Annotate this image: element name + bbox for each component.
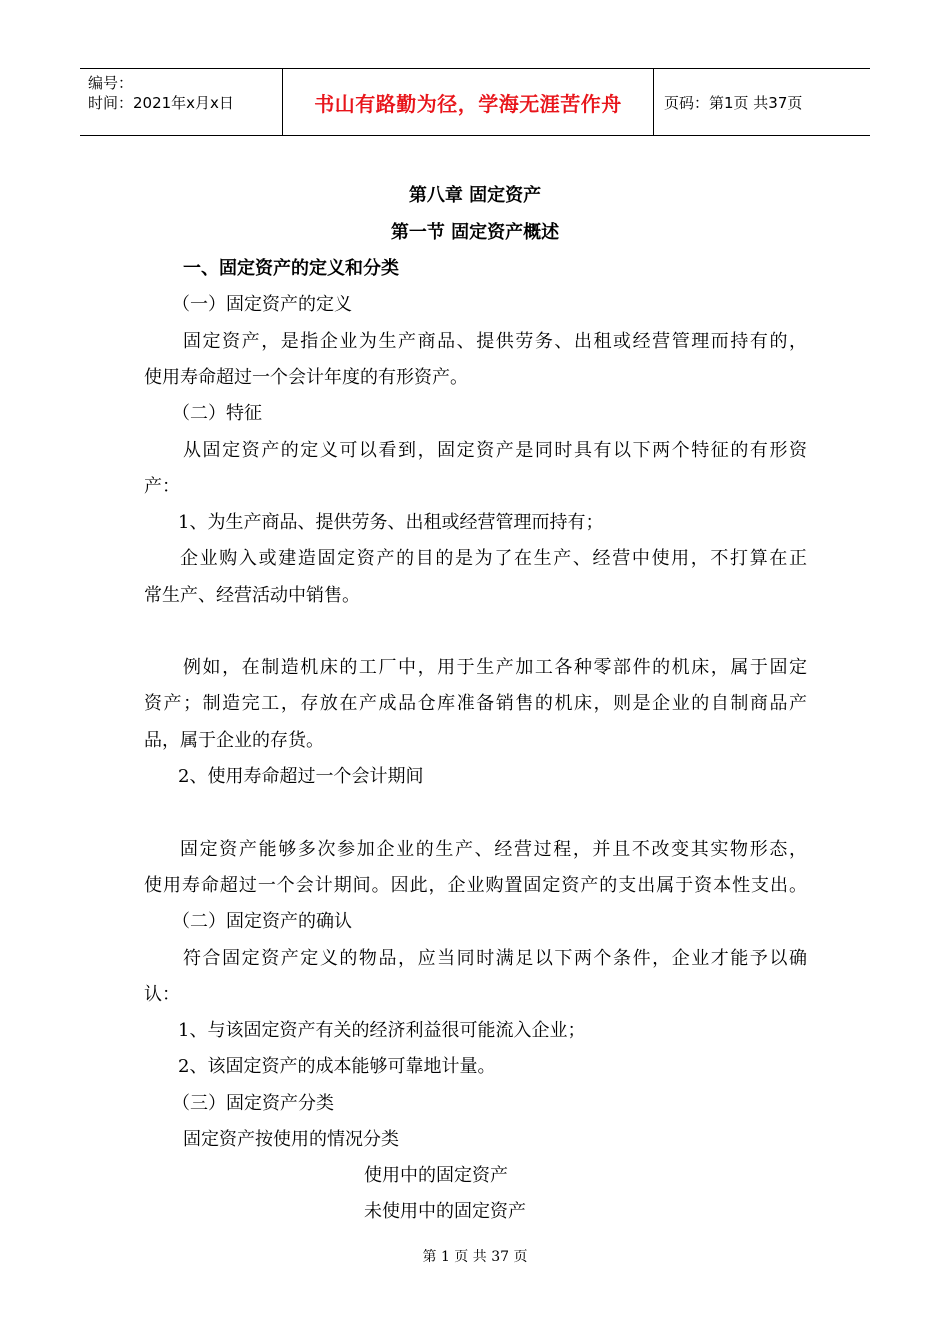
paragraph-line: 从固定资产的定义可以看到，固定资产是同时具有以下两个特征的有形资: [183, 440, 807, 461]
header-page-cell: [654, 69, 870, 135]
paragraph-line: 例如，在制造机床的工厂中，用于生产加工各种零部件的机床，属于固定: [183, 657, 807, 678]
document-time-label: 时间：2021年x月x日: [88, 94, 234, 112]
paragraph-line: 企业购入或建造固定资产的目的是为了在生产、经营中使用，不打算在正: [180, 548, 807, 569]
paragraph-line: 资产；制造完工，存放在产成品仓库准备销售的机床，则是企业的自制商品产: [144, 693, 807, 714]
header-motto-cell: [282, 69, 654, 135]
list-item: 2、该固定资产的成本能够可靠地计量。: [178, 1056, 496, 1077]
paragraph-line: 常生产、经营活动中销售。: [144, 585, 360, 606]
paragraph-line: 固定资产，是指企业为生产商品、提供劳务、出租或经营管理而持有的，: [183, 331, 807, 352]
heading-definition-classification: 一、固定资产的定义和分类: [183, 258, 399, 279]
subheading-classification: （三）固定资产分类: [172, 1093, 334, 1114]
paragraph-line: 品，属于企业的存货。: [144, 730, 324, 751]
subheading-definition: （一）固定资产的定义: [172, 294, 352, 315]
chapter-title: 第八章 固定资产: [408, 185, 542, 206]
list-item: 1、与该固定资产有关的经济利益很可能流入企业；: [178, 1020, 586, 1041]
classification-item: 使用中的固定资产: [364, 1165, 508, 1186]
paragraph-line: 认：: [144, 984, 180, 1005]
list-item: 1、为生产商品、提供劳务、出租或经营管理而持有；: [178, 512, 604, 533]
paragraph-line: 使用寿命超过一个会计期间。因此，企业购置固定资产的支出属于资本性支出。: [144, 875, 807, 896]
paragraph-line: 使用寿命超过一个会计年度的有形资产。: [144, 367, 468, 388]
paragraph-line: 固定资产能够多次参加企业的生产、经营过程，并且不改变其实物形态，: [180, 839, 807, 860]
header-page-info: 页码：第1页 共37页: [664, 93, 803, 112]
header-motto: 书山有路勤为径，学海无涯苦作舟: [314, 91, 622, 116]
subheading-features: （二）特征: [172, 403, 262, 424]
list-item: 2、使用寿命超过一个会计期间: [178, 766, 424, 787]
paragraph-line: 产：: [144, 476, 180, 497]
classification-item: 未使用中的固定资产: [364, 1201, 526, 1222]
page-footer: 第 1 页 共 37 页: [422, 1249, 528, 1265]
header-table: [80, 68, 870, 136]
subheading-recognition: （二）固定资产的确认: [172, 911, 352, 932]
section-title: 第一节 固定资产概述: [390, 222, 560, 243]
paragraph-line: 固定资产按使用的情况分类: [183, 1129, 399, 1150]
document-number-label: 编号：: [88, 74, 134, 92]
paragraph-line: 符合固定资产定义的物品，应当同时满足以下两个条件，企业才能予以确: [183, 948, 807, 969]
header-left-cell: [80, 69, 282, 135]
